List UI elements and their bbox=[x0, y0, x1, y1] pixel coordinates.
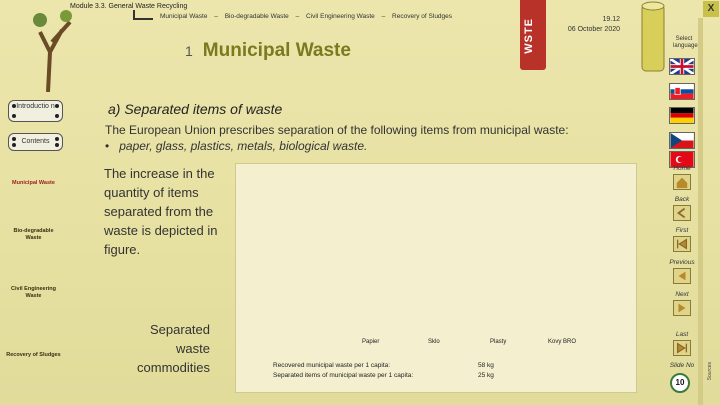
legend-value: 58 kg bbox=[478, 362, 494, 369]
flag-czech-icon[interactable] bbox=[669, 132, 695, 149]
dot bbox=[55, 114, 59, 118]
slide-number: 10 bbox=[670, 373, 690, 393]
crumb-municipal[interactable]: Municipal Waste bbox=[160, 13, 208, 20]
slide-no-label: Slide No bbox=[669, 362, 695, 369]
category-label: Kovy BRO bbox=[548, 339, 577, 345]
section-heading: a) Separated items of waste bbox=[108, 101, 283, 117]
first-icon[interactable] bbox=[673, 236, 691, 252]
legend-label: Recovered municipal waste per 1 capita: bbox=[273, 362, 391, 369]
paper-roll-icon bbox=[640, 0, 666, 75]
separated-commodities-caption: Separated waste commodities bbox=[137, 322, 210, 375]
module-label: Module 3.3. General Waste Recycling bbox=[70, 3, 188, 10]
page-title bbox=[185, 40, 351, 62]
sources-link[interactable]: Sources bbox=[707, 362, 713, 381]
date-line-1: 19.12 bbox=[602, 16, 620, 23]
close-button[interactable]: X bbox=[703, 1, 719, 17]
nav-biodegradable-waste[interactable]: Bio-degradable Waste bbox=[13, 228, 54, 241]
crumb-sludges[interactable]: Recovery of Sludges bbox=[392, 13, 453, 20]
next-icon[interactable] bbox=[673, 300, 691, 316]
home-icon[interactable] bbox=[673, 174, 691, 190]
flag-slovakia-icon[interactable] bbox=[669, 83, 695, 100]
dot bbox=[12, 114, 16, 118]
title-number: 1 bbox=[185, 43, 193, 59]
flag-uk-icon[interactable] bbox=[669, 58, 695, 75]
dot bbox=[55, 143, 59, 147]
home-label: Home bbox=[673, 165, 691, 172]
crumb-biodegradable[interactable]: Bio-degradable Waste bbox=[224, 13, 289, 20]
nav-civil-engineering-waste[interactable]: Civil Engineering Waste bbox=[11, 286, 56, 299]
select-language-label: Select language bbox=[673, 36, 698, 49]
first-label: First bbox=[675, 227, 689, 234]
nav-municipal-waste[interactable]: Municipal Waste bbox=[12, 180, 55, 186]
figure-description: The increase in the quantity of items separated from the waste is depicted in figure. bbox=[104, 166, 218, 257]
previous-icon[interactable] bbox=[673, 268, 691, 284]
contents-label: Contents bbox=[21, 138, 50, 145]
dot bbox=[12, 137, 16, 141]
bullet-text: paper, glass, plastics, metals, biological waste. bbox=[119, 139, 368, 153]
logo-text: WSTE bbox=[523, 18, 535, 54]
dot bbox=[12, 143, 16, 147]
last-label: Last bbox=[675, 331, 689, 338]
crumb-civil[interactable]: Civil Engineering Waste bbox=[306, 13, 375, 20]
introduction-label: Introductio n bbox=[16, 103, 55, 110]
intro-paragraph: The European Union prescribes separation of the following items from municipal waste: bbox=[105, 123, 569, 137]
category-label: Plasty bbox=[490, 339, 507, 345]
dot bbox=[12, 104, 16, 108]
legend-value: 25 kg bbox=[478, 372, 494, 379]
dot bbox=[55, 104, 59, 108]
back-label: Back bbox=[674, 196, 690, 203]
introduction-button[interactable] bbox=[8, 100, 63, 122]
crumb-sep: – bbox=[381, 13, 386, 20]
date-line-2: 06 October 2020 bbox=[567, 26, 620, 33]
category-label: Sklo bbox=[428, 339, 440, 345]
category-label: Papier bbox=[362, 339, 380, 345]
next-label: Next bbox=[675, 291, 689, 298]
last-icon[interactable] bbox=[673, 340, 691, 356]
bullet-item bbox=[105, 139, 367, 153]
nav-recovery-of-sludges[interactable]: Recovery of Sludges bbox=[6, 352, 61, 358]
bullet-mark: • bbox=[105, 139, 110, 153]
contents-button[interactable] bbox=[8, 133, 63, 151]
breadcrumb-bracket bbox=[133, 10, 153, 20]
breadcrumb bbox=[160, 13, 452, 20]
tree-illustration bbox=[30, 2, 75, 92]
title-text: Municipal Waste bbox=[202, 40, 351, 61]
right-band bbox=[698, 18, 703, 405]
legend-label: Separated items of municipal waste per 1 capita: bbox=[273, 372, 414, 379]
previous-label: Previous bbox=[669, 259, 695, 266]
figure-area bbox=[235, 163, 637, 393]
dot bbox=[55, 137, 59, 141]
crumb-sep: – bbox=[295, 13, 300, 20]
flag-germany-icon[interactable] bbox=[669, 107, 695, 124]
crumb-sep: – bbox=[214, 13, 218, 20]
back-icon[interactable] bbox=[673, 205, 691, 221]
date bbox=[563, 15, 620, 35]
